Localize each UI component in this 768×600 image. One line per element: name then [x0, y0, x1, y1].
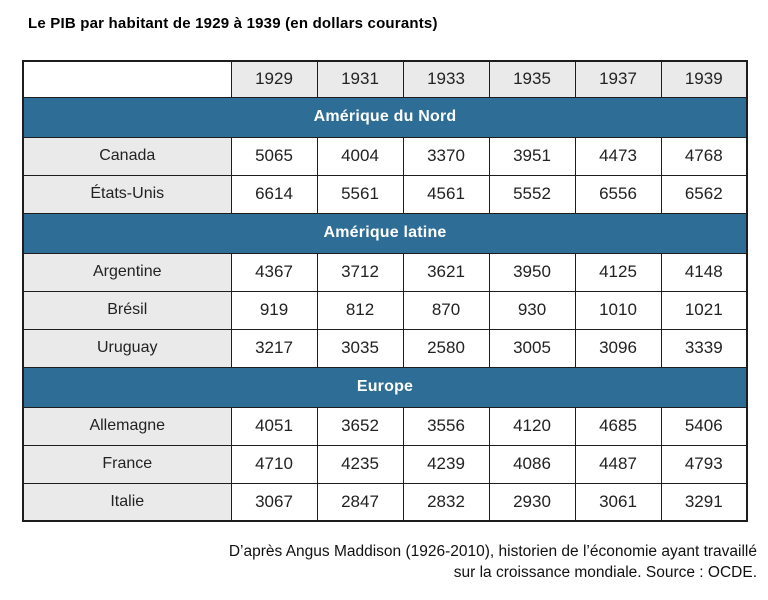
value-cell: 3652	[317, 407, 403, 445]
value-cell: 2832	[403, 483, 489, 521]
table-row-france	[23, 445, 747, 483]
section-header-label: Europe	[23, 367, 747, 407]
page-title: Le PIB par habitant de 1929 à 1939 (en dollars courants)	[28, 15, 438, 32]
country-cell: Canada	[23, 137, 231, 175]
year-header-row	[23, 61, 747, 97]
value-cell: 3556	[403, 407, 489, 445]
value-cell: 3035	[317, 329, 403, 367]
value-cell: 4710	[231, 445, 317, 483]
value-cell: 812	[317, 291, 403, 329]
value-cell: 930	[489, 291, 575, 329]
value-cell: 4367	[231, 253, 317, 291]
value-cell: 1010	[575, 291, 661, 329]
value-cell: 3712	[317, 253, 403, 291]
value-cell: 4487	[575, 445, 661, 483]
section-row-amerique-latine	[23, 213, 747, 253]
country-cell: Italie	[23, 483, 231, 521]
value-cell: 870	[403, 291, 489, 329]
value-cell: 3061	[575, 483, 661, 521]
value-cell: 2580	[403, 329, 489, 367]
value-cell: 2930	[489, 483, 575, 521]
value-cell: 5406	[661, 407, 747, 445]
table-row-argentine	[23, 253, 747, 291]
value-cell: 4120	[489, 407, 575, 445]
value-cell: 4235	[317, 445, 403, 483]
value-cell: 4004	[317, 137, 403, 175]
caption-line-1: D’après Angus Maddison (1926-2010), historien de l’économie ayant travaillé	[228, 543, 757, 560]
year-header-cell: 1933	[403, 61, 489, 97]
value-cell: 919	[231, 291, 317, 329]
value-cell: 6562	[661, 175, 747, 213]
caption-line-2: sur la croissance mondiale. Source : OCDE.	[453, 564, 757, 581]
value-cell: 4239	[403, 445, 489, 483]
value-cell: 3951	[489, 137, 575, 175]
country-cell: Argentine	[23, 253, 231, 291]
value-cell: 4793	[661, 445, 747, 483]
table-row-etats-unis	[23, 175, 747, 213]
value-cell: 4125	[575, 253, 661, 291]
value-cell: 5065	[231, 137, 317, 175]
value-cell: 3621	[403, 253, 489, 291]
value-cell: 3950	[489, 253, 575, 291]
country-cell: France	[23, 445, 231, 483]
section-header-label: Amérique latine	[23, 213, 747, 253]
year-header-cell: 1937	[575, 61, 661, 97]
value-cell: 4685	[575, 407, 661, 445]
value-cell: 3005	[489, 329, 575, 367]
table-row-canada	[23, 137, 747, 175]
year-header-cell: 1939	[661, 61, 747, 97]
section-row-europe	[23, 367, 747, 407]
value-cell: 6556	[575, 175, 661, 213]
section-row-amerique-du-nord	[23, 97, 747, 137]
country-cell: Brésil	[23, 291, 231, 329]
gdp-per-capita-table	[22, 60, 748, 522]
table-row-allemagne	[23, 407, 747, 445]
value-cell: 5552	[489, 175, 575, 213]
country-cell: Uruguay	[23, 329, 231, 367]
year-header-cell: 1929	[231, 61, 317, 97]
year-header-cell: 1931	[317, 61, 403, 97]
country-cell: Allemagne	[23, 407, 231, 445]
country-cell: États-Unis	[23, 175, 231, 213]
corner-cell	[23, 61, 231, 97]
value-cell: 4561	[403, 175, 489, 213]
value-cell: 3217	[231, 329, 317, 367]
value-cell: 2847	[317, 483, 403, 521]
value-cell: 4473	[575, 137, 661, 175]
value-cell: 3291	[661, 483, 747, 521]
value-cell: 5561	[317, 175, 403, 213]
table-row-uruguay	[23, 329, 747, 367]
section-header-label: Amérique du Nord	[23, 97, 747, 137]
value-cell: 3096	[575, 329, 661, 367]
table-row-italie	[23, 483, 747, 521]
table-row-bresil	[23, 291, 747, 329]
value-cell: 4051	[231, 407, 317, 445]
value-cell: 6614	[231, 175, 317, 213]
value-cell: 3370	[403, 137, 489, 175]
year-header-cell: 1935	[489, 61, 575, 97]
value-cell: 4768	[661, 137, 747, 175]
value-cell: 4086	[489, 445, 575, 483]
value-cell: 4148	[661, 253, 747, 291]
source-caption	[17, 541, 757, 583]
value-cell: 3339	[661, 329, 747, 367]
value-cell: 1021	[661, 291, 747, 329]
value-cell: 3067	[231, 483, 317, 521]
